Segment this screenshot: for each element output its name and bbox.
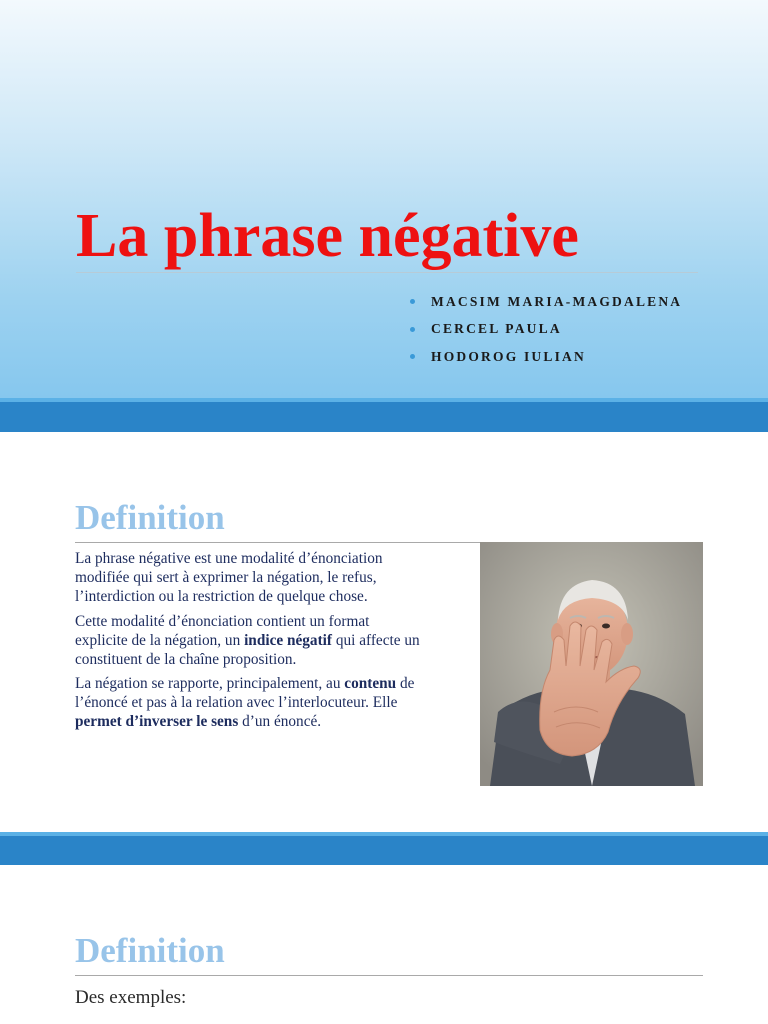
paragraph-text: d’un énoncé. (238, 713, 322, 731)
author-item (410, 288, 682, 316)
author-name: CERCEL PAULA (431, 321, 562, 337)
definition-paragraph (75, 675, 425, 732)
slide-heading: Definition (75, 931, 225, 970)
stop-hand-icon (480, 542, 703, 786)
paragraph-text: de l’énoncé et pas à la relation avec l’interlocuteur. Elle (75, 675, 415, 712)
bullet-icon (410, 354, 415, 359)
title-divider (76, 272, 698, 273)
bullet-icon (410, 299, 415, 304)
author-name: MACSIM MARIA-MAGDALENA (431, 293, 683, 309)
author-item (410, 316, 682, 344)
title-slide (0, 0, 768, 398)
author-name: HODOROG IULIAN (431, 348, 586, 364)
bullet-icon (410, 327, 415, 332)
paragraph-text: qui affecte un constituent de la chaîne proposition. (75, 631, 420, 668)
paragraph-text: La phrase négative est une modalité d’énonciation modifiée qui sert à exprimer la négation, le refus, l’interdiction ou la restriction de quelque chose. (75, 550, 383, 605)
definition-paragraph (75, 613, 425, 670)
author-list (410, 288, 682, 371)
emphasis-text: contenu (344, 675, 397, 693)
paragraph-text: Cette modalité d’énonciation contient un format explicite de la négation, un (75, 612, 370, 649)
author-item (410, 343, 682, 371)
presentation-title: La phrase négative (76, 202, 579, 270)
examples-slide (0, 865, 768, 1024)
slide-heading: Definition (75, 498, 225, 537)
emphasis-text: indice négatif (244, 631, 333, 649)
stop-hand-photo (480, 542, 703, 786)
slide-separator-band (0, 398, 768, 432)
paragraph-text: La négation se rapporte, principalement, au (75, 675, 345, 693)
definition-slide (0, 432, 768, 832)
definition-text (75, 550, 425, 738)
definition-paragraph (75, 550, 425, 607)
heading-divider (75, 975, 703, 976)
emphasis-text: permet d’inverser le sens (75, 713, 239, 731)
examples-subheading: Des exemples: (75, 987, 187, 1008)
slide-separator-band (0, 832, 768, 865)
